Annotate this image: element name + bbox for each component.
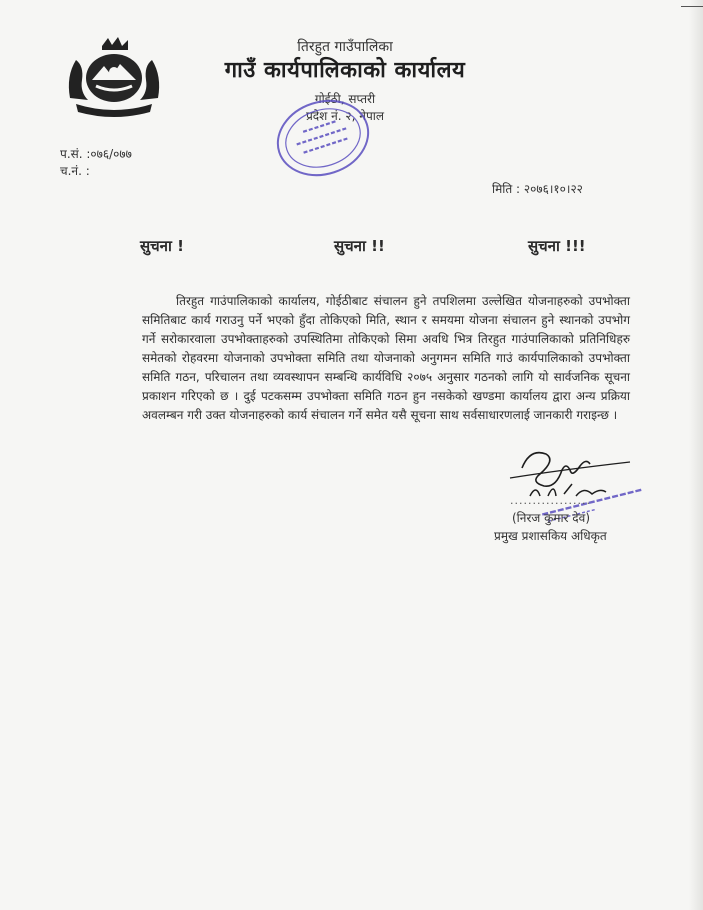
notice-body: तिरहुत गाउंपालिकाको कार्यालय, गोईठीबाट संचालन हुने तपशिलमा उल्लेखित योजनाहरुको उपभोक्ता समितिबाट कार्य गराउनु पर्ने भएको हुँदा तोकिएको मिति, स्थान र समयमा योजना संचालन हुने स्थानको उपभोग गर्ने सरोकारवाला उपभोक्ताहरुको उपस्थितिमा तोकिएको सिमा अवधि भित्र तिरहुत गाउंपालिकाको प्रतिनिधिहरु समेतको रोहवरमा योजनाको उपभोक्ता समिति तथा योजनाको अनुगमन समिति गाउं कार्यपालिकाको उपभोक्ता समिति गठन, परिचालन तथा व्यवस्थापन सम्बन्धि कार्यविधि २०७५ अनुसार गठनको लागि यो सार्वजनिक सूचना प्रकाशन गरिएको छ । दुई पटकसम्म उपभोक्ता समिति गठन हुन नसकेको खण्डमा कार्यालय द्वारा अन्य प्रक्रिया अवलम्बन गरी उक्त योजनाहरुको कार्य संचालन गर्ने समेत यसै सूचना साथ सर्वसाधारणलाई जानकारी गराइन्छ ।: [142, 294, 630, 422]
cn-number: च.नं. :: [60, 164, 90, 178]
notice-heading-3: सुचना !!!: [528, 237, 586, 255]
signer-name: (निरज कुमार देव): [512, 511, 591, 525]
reference-numbers: [60, 146, 132, 180]
municipality-name: तिरहुत गाउँपालिका: [297, 39, 393, 55]
page-edge-shadow: [689, 0, 703, 910]
office-title: गाउँ कार्यपालिकाको कार्यालय: [224, 58, 466, 83]
ps-number: प.सं. :०७६/०७७: [60, 147, 132, 161]
office-stamp-icon: [268, 92, 378, 184]
scan-mark: [681, 6, 703, 7]
nepal-emblem-icon: [62, 36, 166, 120]
notice-heading-2: सुचना !!: [334, 237, 385, 255]
signature-dots: ..................: [510, 494, 591, 507]
letter-date: मिति : २०७६।१०।२२: [492, 182, 583, 196]
address-line-1: गोईठी, सप्तरी: [314, 92, 376, 106]
signer-title: प्रमुख प्रशासकिय अधिकृत: [494, 529, 607, 543]
address-line-2: प्रदेश नं. २, नेपाल: [305, 109, 385, 123]
notice-heading-1: सुचना !: [140, 237, 184, 255]
